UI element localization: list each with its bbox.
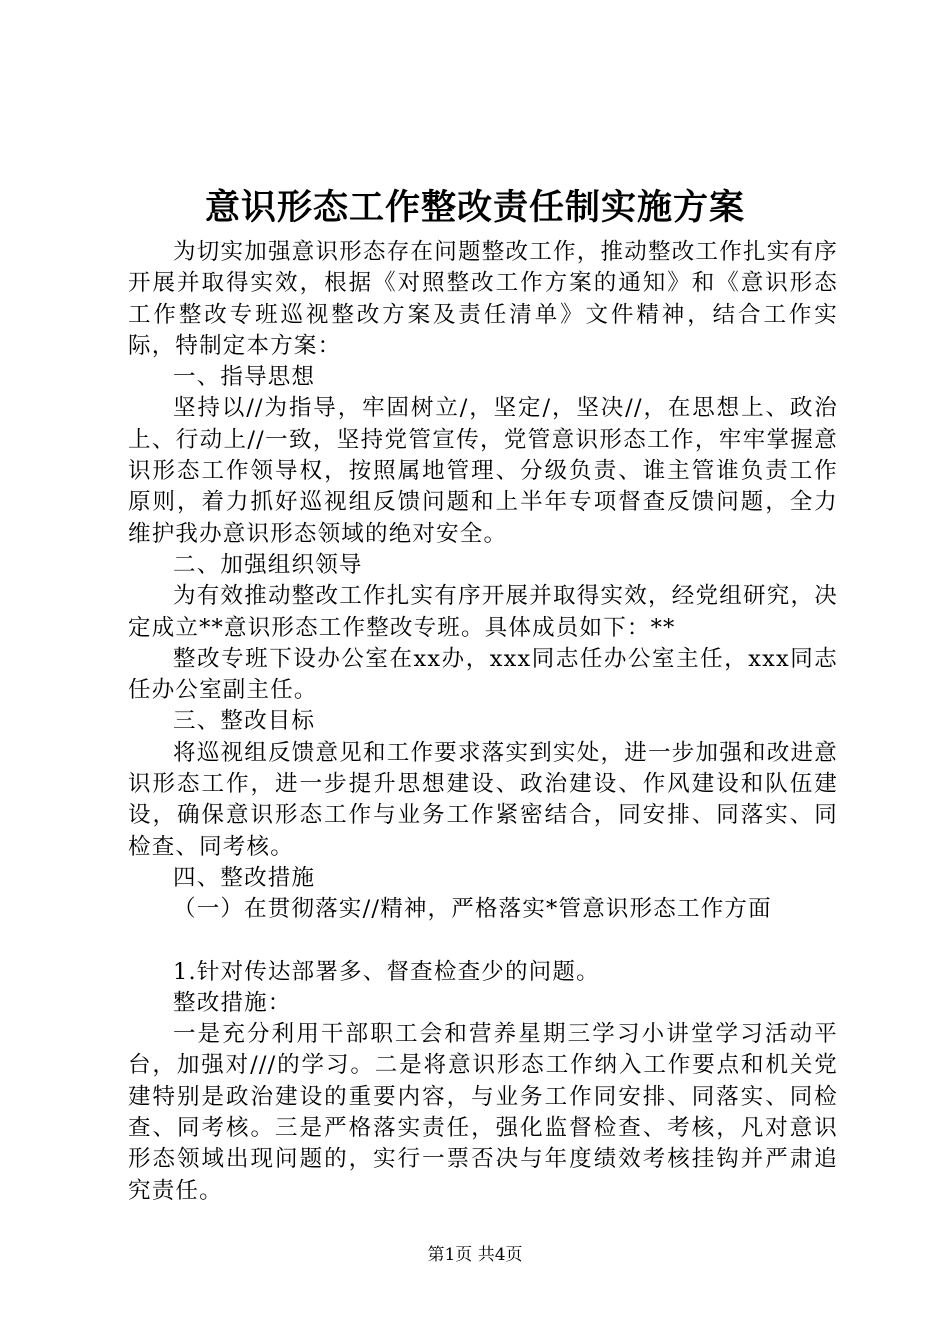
page-number-footer: 第1页 共4页 [427,1245,523,1265]
section-heading-goals: 三、整改目标 [173,708,316,735]
document-title: 意识形态工作整改责任制实施方案 [204,187,745,228]
goals-paragraph: 将巡视组反馈意见和工作要求落实到实处，进一步加强和改进意识形态工作，进一步提升思想建设、政治建设、作风建设和队伍建设，确保意识形态工作与业务工作紧密结合，同安排、同落实、同检查、同考核。 [128,739,838,860]
office-paragraph: 整改专班下设办公室在xx办，xxx同志任办公室主任，xxx同志任办公室副主任。 [128,645,838,704]
document-body [128,237,838,1207]
blank-line [128,926,838,957]
issue-item-1: 1.针对传达部署多、督查检查少的问题。 [173,958,600,985]
section-heading-measures: 四、整改措施 [173,864,316,891]
measures-paragraph: 一是充分利用干部职工会和营养星期三学习小讲堂学习活动平台，加强对///的学习。二是将意识形态工作纳入工作要点和机关党建特别是政治建设的重要内容，与业务工作同安排、同落实、同检查、同考核。三是严格落实责任，强化监督检查、考核，凡对意识形态领域出现问题的，实行一票否决与年度绩效考核挂钩并严肃追究责任。 [128,1021,838,1204]
organization-paragraph: 为有效推动整改工作扎实有序开展并取得实效，经党组研究，决定成立**意识形态工作整改专班。具体成员如下：** [128,583,838,641]
intro-paragraph: 为切实加强意识形态存在问题整改工作，推动整改工作扎实有序开展并取得实效，根据《对照整改工作方案的通知》和《意识形态工作整改专班巡视整改方案及责任清单》文件精神，结合工作实际，特制定本方案： [128,239,838,359]
subsection-heading-1: （一）在贯彻落实//精神，严格落实*管意识形态工作方面 [173,896,772,923]
guiding-thought-paragraph: 坚持以//为指导，牢固树立/，坚定/，坚决//，在思想上、政治上、行动上//一致，坚持党管宣传，党管意识形态工作，牢牢掌握意识形态工作领导权，按照属地管理、分级负责、谁主管谁负责工作原则，着力抓好巡视组反馈问题和上半年专项督查反馈问题，全力维护我办意识形态领域的绝对安全。 [128,395,838,547]
section-heading-guiding-thought: 一、指导思想 [173,364,316,391]
section-heading-organization: 二、加强组织领导 [173,551,363,578]
measures-label: 整改措施： [173,989,292,1016]
